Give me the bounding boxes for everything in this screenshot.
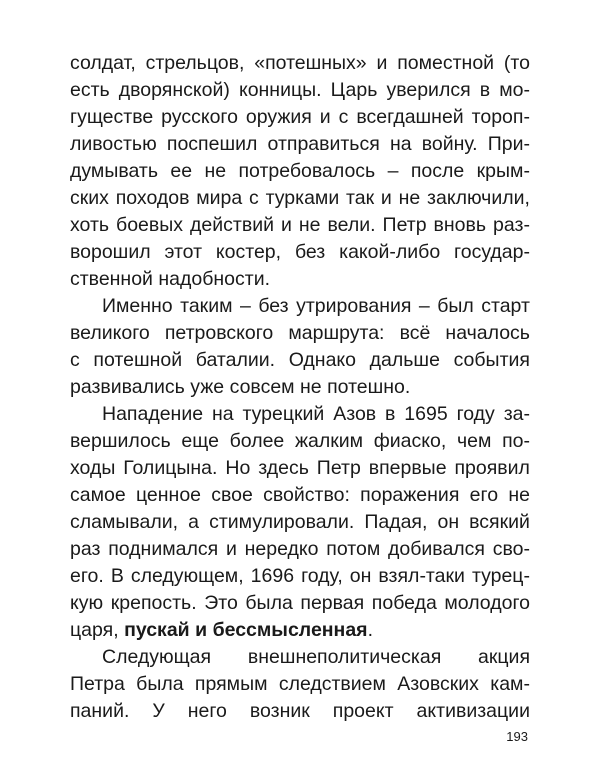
text-line xyxy=(70,617,530,644)
word: Петр xyxy=(316,457,361,479)
word: Однако xyxy=(288,349,357,371)
word: тороп- xyxy=(471,106,530,128)
word: активизации xyxy=(416,700,530,722)
word: потешно. xyxy=(327,376,411,398)
word: В xyxy=(110,565,124,587)
word: государ- xyxy=(454,241,530,263)
word: первая xyxy=(300,592,365,614)
text-line xyxy=(70,644,530,671)
word: турец- xyxy=(471,565,530,587)
word: прямым xyxy=(194,673,268,695)
text-line xyxy=(70,77,530,104)
word: свое xyxy=(211,484,253,506)
word: и xyxy=(225,538,237,560)
word: хоть xyxy=(70,214,110,236)
word: мира xyxy=(196,187,243,209)
word: надобности. xyxy=(158,268,271,290)
word: здесь xyxy=(258,457,309,479)
word: . xyxy=(367,619,373,641)
word: утрирования xyxy=(296,295,412,317)
word: Именно xyxy=(102,295,173,317)
word: после xyxy=(410,160,465,182)
word: ходы xyxy=(70,457,116,479)
word: Петр xyxy=(382,214,427,236)
word: маршрута: xyxy=(288,322,385,344)
text-line xyxy=(70,590,530,617)
word: не xyxy=(300,376,322,398)
text-line xyxy=(70,293,530,320)
word: кую xyxy=(70,592,104,614)
word: него xyxy=(187,700,227,722)
word: паний. xyxy=(70,700,130,722)
word: победа xyxy=(371,592,437,614)
text-line xyxy=(70,239,530,266)
word: «потешных» xyxy=(254,52,367,74)
word: нередко xyxy=(244,538,319,560)
text-line xyxy=(70,563,530,590)
word: и xyxy=(319,106,331,128)
page-number: 193 xyxy=(506,729,528,744)
word: крепость. xyxy=(110,592,197,614)
text-line xyxy=(70,401,530,428)
word: боевых xyxy=(116,214,184,236)
word: развивались xyxy=(70,376,185,398)
word: поспешил xyxy=(166,133,258,155)
text-line xyxy=(70,320,530,347)
word: следующем, xyxy=(130,565,244,587)
word: впервые xyxy=(368,457,447,479)
emphasized-word: бессмысленная xyxy=(212,619,368,641)
word: (то xyxy=(503,52,530,74)
word: уже xyxy=(190,376,225,398)
text-line xyxy=(70,347,530,374)
word: дворянской) xyxy=(118,79,230,101)
word: за- xyxy=(503,403,530,425)
word: ценное xyxy=(135,484,202,506)
word: не xyxy=(204,160,227,182)
word: старт xyxy=(481,295,530,317)
word: ливостью xyxy=(70,133,157,155)
word: уверился xyxy=(386,79,471,101)
word: с xyxy=(70,349,80,371)
word: события xyxy=(453,349,530,371)
word: Это xyxy=(204,592,238,614)
word: взял-таки xyxy=(378,565,465,587)
text-line xyxy=(70,104,530,131)
word: он xyxy=(437,511,460,533)
word: его. xyxy=(70,565,104,587)
word: без xyxy=(258,295,289,317)
word: петровского xyxy=(164,322,274,344)
text-line xyxy=(70,509,530,536)
word: без xyxy=(294,241,326,263)
word: Азовских xyxy=(397,673,479,695)
word: вершилось xyxy=(70,430,171,452)
word: войну. xyxy=(421,133,478,155)
word: Но xyxy=(225,457,251,479)
word: не xyxy=(508,484,530,506)
word: есть xyxy=(70,79,110,101)
word: еще xyxy=(181,430,219,452)
word: турками xyxy=(265,187,340,209)
word: оружия xyxy=(245,106,312,128)
word: ских xyxy=(70,187,109,209)
word: стрельцов, xyxy=(145,52,245,74)
word: была xyxy=(136,673,184,695)
word: дальше xyxy=(369,349,440,371)
emphasized-word: и xyxy=(195,619,208,641)
word: на xyxy=(211,403,234,425)
word: царя, xyxy=(70,619,119,641)
word: крым- xyxy=(476,160,530,182)
word: потребовалось xyxy=(238,160,376,182)
text-line xyxy=(70,455,530,482)
word: и xyxy=(380,187,392,209)
word: Петра xyxy=(70,673,125,695)
word: – xyxy=(418,295,430,317)
word: в xyxy=(385,403,396,425)
word: Царь xyxy=(330,79,378,101)
word: поднимался xyxy=(108,538,219,560)
word: сламывали, xyxy=(70,511,179,533)
word: турецкий xyxy=(242,403,325,425)
word: потешной xyxy=(93,349,183,371)
word: жалким xyxy=(294,430,364,452)
word: 1696 xyxy=(250,565,295,587)
word: началось xyxy=(445,322,530,344)
word: раз xyxy=(70,538,101,560)
word: этот xyxy=(164,241,203,263)
word: всякий xyxy=(469,511,530,533)
word: молодого xyxy=(444,592,530,614)
word: поместной xyxy=(397,52,495,74)
text-line xyxy=(70,131,530,158)
word: При- xyxy=(487,133,530,155)
word: не xyxy=(398,187,421,209)
word: акция xyxy=(478,646,530,668)
word: внешнеполитическая xyxy=(247,646,442,668)
word: был xyxy=(437,295,474,317)
word: ее xyxy=(170,160,193,182)
word: проявил xyxy=(454,457,530,479)
text-line xyxy=(70,212,530,239)
word: Нападение xyxy=(102,403,204,425)
text-line xyxy=(70,374,530,401)
text-line xyxy=(70,428,530,455)
text-line xyxy=(70,671,530,698)
word: его xyxy=(469,484,499,506)
word: Голицына. xyxy=(123,457,218,479)
word: следствием xyxy=(278,673,386,695)
word: свойство: xyxy=(263,484,350,506)
word: Следующая xyxy=(102,646,212,668)
word: конницы. xyxy=(238,79,322,101)
word: поражения xyxy=(360,484,460,506)
word: ственной xyxy=(70,268,153,290)
word: кам- xyxy=(490,673,530,695)
word: солдат, xyxy=(70,52,136,74)
word: У xyxy=(152,700,165,722)
body-text xyxy=(70,50,530,725)
emphasized-word: пускай xyxy=(124,619,190,641)
word: Азов xyxy=(333,403,377,425)
word: вновь xyxy=(433,214,487,236)
word: и xyxy=(280,214,292,236)
word: всегдашней xyxy=(356,106,464,128)
word: всё xyxy=(399,322,431,344)
word: заключили, xyxy=(427,187,530,209)
word: сво- xyxy=(492,538,530,560)
word: какой-либо xyxy=(339,241,441,263)
word: 1695 xyxy=(404,403,448,425)
document-page xyxy=(70,50,530,725)
word: гуществе xyxy=(70,106,154,128)
word: не xyxy=(298,214,321,236)
text-line xyxy=(70,482,530,509)
word: была xyxy=(245,592,293,614)
word: возник xyxy=(249,700,310,722)
word: потом xyxy=(326,538,381,560)
word: на xyxy=(389,133,412,155)
word: думывать xyxy=(70,160,158,182)
word: раз- xyxy=(493,214,530,236)
word: вели. xyxy=(327,214,376,236)
word: великого xyxy=(70,322,150,344)
word: так xyxy=(346,187,375,209)
word: более xyxy=(229,430,285,452)
word: – xyxy=(239,295,251,317)
word: году xyxy=(456,403,495,425)
text-line xyxy=(70,185,530,212)
word: совсем xyxy=(229,376,295,398)
word: русского xyxy=(161,106,238,128)
word: чем xyxy=(456,430,492,452)
word: стимулировали. xyxy=(209,511,355,533)
word: в xyxy=(479,79,491,101)
word: с xyxy=(338,106,349,128)
word: фиаско, xyxy=(373,430,447,452)
word: а xyxy=(188,511,200,533)
text-line xyxy=(70,536,530,563)
word: мо- xyxy=(499,79,530,101)
word: он xyxy=(349,565,372,587)
word: действий xyxy=(190,214,274,236)
word: проект xyxy=(332,700,394,722)
text-line xyxy=(70,158,530,185)
word: самое xyxy=(70,484,126,506)
word: – xyxy=(387,160,399,182)
word: году, xyxy=(301,565,343,587)
word: баталии. xyxy=(195,349,276,371)
text-line xyxy=(70,698,530,725)
word: с xyxy=(249,187,259,209)
word: походов xyxy=(115,187,190,209)
text-line xyxy=(70,50,530,77)
word: Падая, xyxy=(364,511,428,533)
word: таким xyxy=(180,295,233,317)
text-line xyxy=(70,266,530,293)
word: добивался xyxy=(388,538,485,560)
word: отправиться xyxy=(267,133,380,155)
word: по- xyxy=(502,430,530,452)
word: и xyxy=(376,52,388,74)
word: ворошил xyxy=(70,241,151,263)
word: костер, xyxy=(215,241,282,263)
